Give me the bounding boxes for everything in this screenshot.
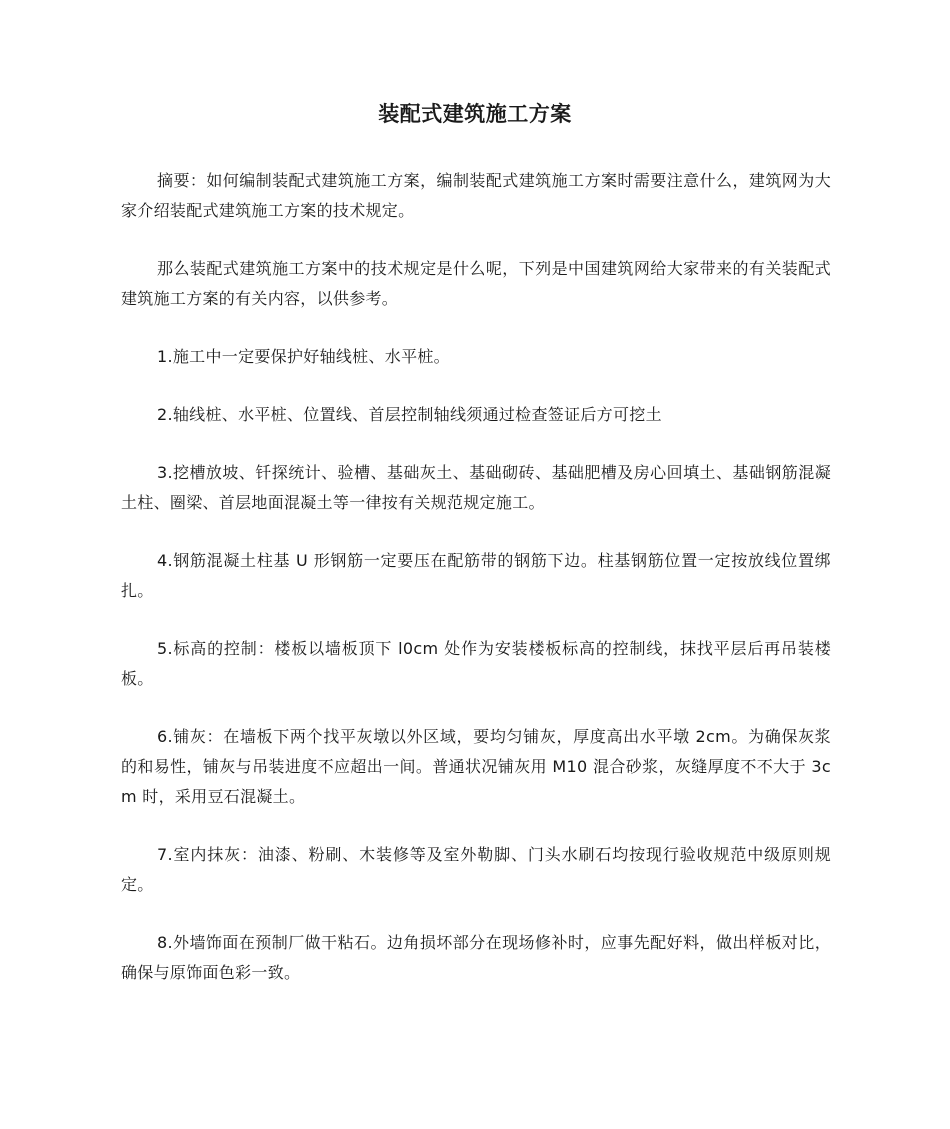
paragraph-item-7: 7.室内抹灰：油漆、粉刷、木装修等及室外勒脚、门头水刷石均按现行验收规范中级原则规定。 xyxy=(121,845,831,894)
paragraph-item-1: 1.施工中一定要保护好轴线桩、水平桩。 xyxy=(157,347,450,366)
document-title: 装配式建筑施工方案 xyxy=(378,102,572,126)
paragraph-item-4: 4.钢筋混凝土柱基 U 形钢筋一定要压在配筋带的钢筋下边。柱基钢筋位置一定按放线位置绑扎。 xyxy=(121,551,831,600)
paragraph-abstract: 摘要：如何编制装配式建筑施工方案，编制装配式建筑施工方案时需要注意什么，建筑网为大家介绍装配式建筑施工方案的技术规定。 xyxy=(121,171,831,220)
paragraph-item-8: 8.外墙饰面在预制厂做干粘石。边角损坏部分在现场修补时，应事先配好料，做出样板对比，确保与原饰面色彩一致。 xyxy=(121,933,831,982)
paragraph-item-3: 3.挖槽放坡、钎探统计、验槽、基础灰土、基础砌砖、基础肥槽及房心回填土、基础钢筋混凝土柱、圈梁、首层地面混凝土等一律按有关规范规定施工。 xyxy=(121,463,831,512)
paragraph-item-5: 5.标高的控制：楼板以墙板顶下 l0cm 处作为安装楼板标高的控制线，抹找平层后再吊装楼板。 xyxy=(121,639,831,688)
paragraph-intro: 那么装配式建筑施工方案中的技术规定是什么呢，下列是中国建筑网给大家带来的有关装配式建筑施工方案的有关内容，以供参考。 xyxy=(121,259,831,308)
paragraph-item-6: 6.铺灰：在墙板下两个找平灰墩以外区域，要均匀铺灰，厚度高出水平墩 2cm。为确保灰浆的和易性，铺灰与吊装进度不应超出一间。普通状况铺灰用 M10 混合砂浆，灰缝厚度不不大于 3cm 时，采用豆石混凝土。 xyxy=(121,727,831,806)
paragraph-item-2: 2.轴线桩、水平桩、位置线、首层控制轴线须通过检查签证后方可挖土 xyxy=(157,405,662,424)
document-body xyxy=(121,166,831,1016)
